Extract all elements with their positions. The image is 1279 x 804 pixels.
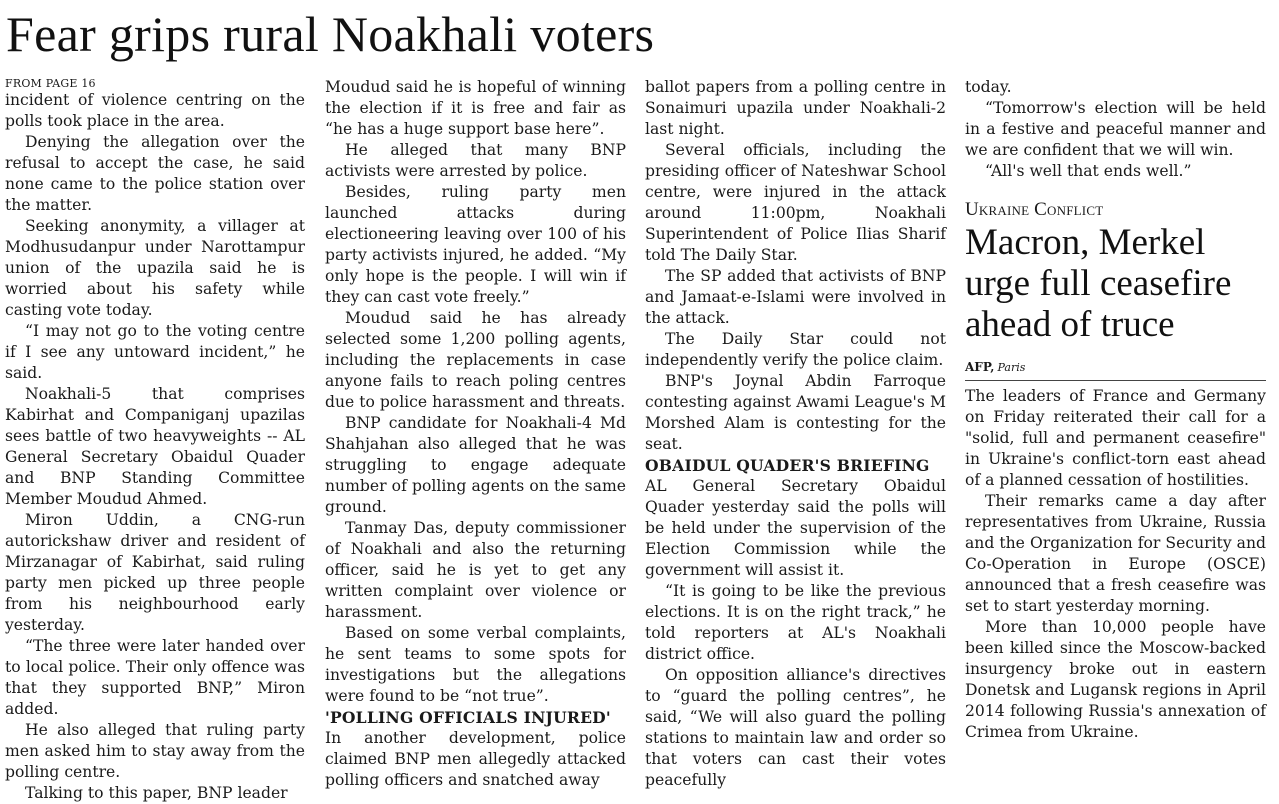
paragraph: Based on some verbal complaints, he sent teams to some spots for investigations but the allegations were found to be “not true”. [325, 624, 626, 705]
paragraph: On opposition alliance's directives to “guard the polling centres”, he said, “We will also guard the polling stations to maintain law and order so that voters can cast their votes peacefully [645, 666, 946, 789]
article-column-2 [325, 77, 626, 791]
paragraph: BNP's Joynal Abdin Farroque contesting against Awami League's M Morshed Alam is contesting for the seat. [645, 372, 946, 453]
second-headline: Macron, Merkel urge full ceasefire ahead of truce [965, 222, 1232, 345]
paragraph: “I may not go to the voting centre if I see any untoward incident,” he said. [5, 322, 305, 382]
section-subhead: OBAIDUL QUADER'S BRIEFING [645, 456, 930, 475]
article-column-3 [645, 77, 946, 791]
paragraph: “Tomorrow's election will be held in a festive and peaceful manner and we are confident that we will win. [965, 99, 1266, 159]
paragraph: “All's well that ends well.” [985, 162, 1192, 180]
paragraph: He alleged that many BNP activists were arrested by police. [325, 141, 626, 180]
paragraph: today. [965, 78, 1012, 96]
second-story-body [965, 386, 1266, 743]
paragraph: The Daily Star could not independently verify the police claim. [645, 330, 946, 369]
paragraph: More than 10,000 people have been killed since the Moscow-backed insurgency broke out in eastern Donetsk and Lugansk regions in April 2014 following Russia's annexation of Crimea from Ukraine. [965, 618, 1266, 741]
paragraph: Talking to this paper, BNP leader [25, 784, 288, 802]
article-column-4 [965, 77, 1266, 743]
paragraph: Besides, ruling party men launched attacks during electioneering leaving over 100 of his party activists injured, he added. “My only hope is the people. I will win if they can cast vote freely.” [325, 183, 626, 306]
section-tag: Ukraine Conflict [965, 199, 1104, 220]
byline-place: Paris [997, 361, 1026, 374]
paragraph: Moudud said he is hopeful of winning the election if it is free and fair as “he has a huge support base here”. [325, 78, 626, 138]
paragraph: “The three were later handed over to local police. Their only offence was that they supported BNP,” Miron added. [5, 637, 305, 718]
byline [965, 359, 1266, 381]
paragraph: The leaders of France and Germany on Friday reiterated their call for a "solid, full and permanent ceasefire" in Ukraine's conflict-torn east ahead of a planned cessation of hostilities. [965, 387, 1266, 489]
paragraph: BNP candidate for Noakhali-4 Md Shahjahan also alleged that he was struggling to engage adequate number of polling agents on the same ground. [325, 414, 626, 516]
paragraph: ballot papers from a polling centre in Sonaimuri upazila under Noakhali-2 last night. [645, 78, 946, 138]
paragraph: AL General Secretary Obaidul Quader yesterday said the polls will be held under the supervision of the Election Commission while the government will assist it. [645, 477, 946, 579]
article-column-1 [5, 77, 305, 804]
paragraph: Moudud said he has already selected some 1,200 polling agents, including the replacements in case anyone fails to reach poling centres due to police harassment and threats. [325, 309, 626, 411]
paragraph: Miron Uddin, a CNG-run autorickshaw driver and resident of Mirzanagar of Kabirhat, said ruling party men picked up three people from his neighbourhood early yesterday. [5, 511, 305, 634]
paragraph: Denying the allegation over the refusal to accept the case, he said none came to the police station over the matter. [5, 133, 305, 214]
paragraph: Several officials, including the presiding officer of Nateshwar School centre, were injured in the attack around 11:00pm, Noakhali Superintendent of Police Ilias Sharif told The Daily Star. [645, 141, 946, 264]
paragraph: Tanmay Das, deputy commissioner of Noakhali and also the returning officer, said he is yet to get any written complaint over violence or harassment. [325, 519, 626, 621]
main-headline: Fear grips rural Noakhali voters [6, 6, 655, 62]
paragraph: He also alleged that ruling party men asked him to stay away from the polling centre. [5, 721, 305, 781]
paragraph: “It is going to be like the previous elections. It is on the right track,” he told reporters at AL's Noakhali district office. [645, 582, 946, 663]
paragraph: Seeking anonymity, a villager at Modhusudanpur under Narottampur union of the upazila said he is worried about his safety while casting vote today. [5, 217, 305, 319]
byline-agency: AFP, [965, 360, 995, 374]
paragraph: Noakhali-5 that comprises Kabirhat and Companiganj upazilas sees battle of two heavyweights -- AL General Secretary Obaidul Quader and BNP Standing Committee Member Moudud Ahmed. [5, 385, 305, 508]
paragraph: The SP added that activists of BNP and Jamaat-e-Islami were involved in the attack. [645, 267, 946, 327]
section-subhead: 'POLLING OFFICIALS INJURED' [325, 708, 611, 727]
paragraph: incident of violence centring on the polls took place in the area. [5, 91, 305, 130]
paragraph: Their remarks came a day after representatives from Ukraine, Russia and the Organization for Security and Co-Operation in Europe (OSCE) announced that a fresh ceasefire was set to start yesterday morning. [965, 492, 1266, 615]
paragraph: In another development, police claimed BNP men allegedly attacked polling officers and snatched away [325, 729, 626, 789]
continuation-kicker: FROM PAGE 16 [5, 77, 96, 90]
